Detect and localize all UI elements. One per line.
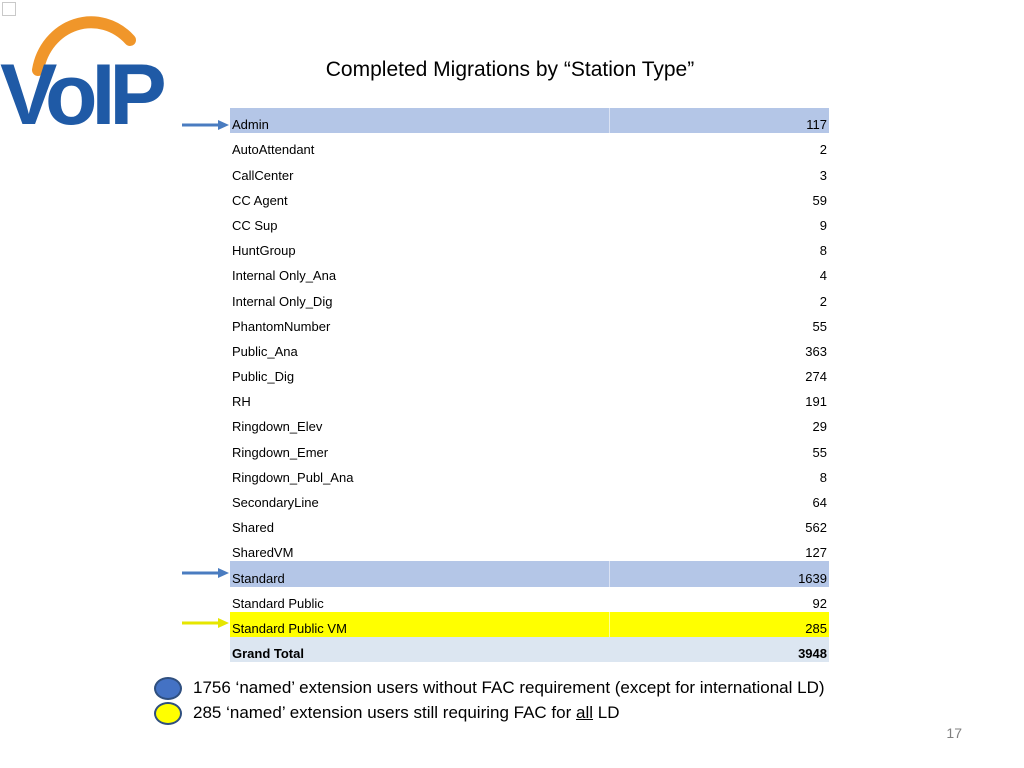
row-label: Standard Public VM xyxy=(230,612,610,637)
row-value: 285 xyxy=(610,612,830,637)
row-value: 64 xyxy=(812,495,827,510)
row-label: CallCenter xyxy=(232,167,294,183)
table-row xyxy=(230,234,829,259)
slide-title: Completed Migrations by “Station Type” xyxy=(325,58,695,81)
row-label: Standard Public xyxy=(232,595,324,611)
table-row xyxy=(230,536,829,561)
legend-blue-text: 1756 ‘named’ extension users without FAC requirement (except for international LD) xyxy=(193,678,825,697)
table-row xyxy=(230,486,829,511)
row-label: HuntGroup xyxy=(232,243,296,259)
row-label: Shared xyxy=(232,520,274,536)
row-value: 562 xyxy=(805,520,827,536)
arrow-standard-icon xyxy=(182,567,230,579)
table-row xyxy=(230,209,829,234)
row-value: 29 xyxy=(812,419,827,435)
row-label: Public_Dig xyxy=(232,369,295,385)
row-value: 191 xyxy=(805,394,827,410)
legend-yellow-text: 285 ‘named’ extension users still requiring FAC for all LD xyxy=(193,703,620,722)
table-row xyxy=(230,461,829,486)
row-value: 55 xyxy=(812,318,827,334)
row-label: PhantomNumber xyxy=(232,318,331,334)
table-row xyxy=(230,410,829,435)
table-row xyxy=(230,158,829,183)
row-value: 117 xyxy=(610,108,830,133)
logo-text: VoIP xyxy=(0,47,161,135)
row-label: SecondaryLine xyxy=(232,495,319,510)
row-value: 59 xyxy=(812,192,827,208)
row-value: 274 xyxy=(805,369,827,385)
row-value: 2 xyxy=(819,142,827,158)
station-type-table xyxy=(230,108,829,662)
row-label: Standard xyxy=(230,561,610,586)
row-label: Ringdown_Emer xyxy=(232,444,329,460)
row-value: 4 xyxy=(819,268,827,284)
grand-total-value: 3948 xyxy=(610,637,830,662)
arrow-standard-public-vm-icon xyxy=(182,617,230,629)
table-row xyxy=(230,184,829,209)
row-value: 55 xyxy=(812,444,827,460)
underlined-all: all xyxy=(576,703,594,722)
table-row xyxy=(230,108,829,133)
table-row xyxy=(230,335,829,360)
table-row xyxy=(230,259,829,284)
table-row xyxy=(230,612,829,637)
row-label: AutoAttendant xyxy=(232,142,315,158)
row-label: RH xyxy=(232,394,251,410)
grand-total-row xyxy=(230,637,829,662)
table-row xyxy=(230,310,829,335)
row-value: 2 xyxy=(819,293,827,309)
table-row xyxy=(230,561,829,586)
yellow-circle-icon xyxy=(154,702,182,725)
row-value: 9 xyxy=(819,217,827,233)
row-value: 92 xyxy=(812,595,827,611)
row-label: Internal Only_Ana xyxy=(232,268,337,284)
row-label: Admin xyxy=(230,108,610,133)
table-row xyxy=(230,435,829,460)
row-label: Public_Ana xyxy=(232,343,298,359)
table-row xyxy=(230,360,829,385)
row-value: 363 xyxy=(805,343,827,359)
row-value: 127 xyxy=(805,545,827,561)
table-row xyxy=(230,587,829,612)
table-row xyxy=(230,284,829,309)
page-number: 17 xyxy=(946,725,962,741)
row-value: 8 xyxy=(819,243,827,259)
row-label: Ringdown_Publ_Ana xyxy=(232,469,354,485)
table-row xyxy=(230,133,829,158)
row-label: CC Sup xyxy=(232,217,278,233)
voip-logo xyxy=(0,0,190,135)
table-row xyxy=(230,385,829,410)
arrow-admin-icon xyxy=(182,119,230,131)
grand-total-label: Grand Total xyxy=(230,637,610,662)
table-row xyxy=(230,511,829,536)
row-label: SharedVM xyxy=(232,545,294,561)
row-value: 8 xyxy=(819,469,827,485)
row-value: 1639 xyxy=(610,561,830,586)
row-label: Ringdown_Elev xyxy=(232,419,323,435)
row-label: CC Agent xyxy=(232,192,288,208)
blue-circle-icon xyxy=(154,677,182,700)
row-label: Internal Only_Dig xyxy=(232,293,333,309)
row-value: 3 xyxy=(819,167,827,183)
